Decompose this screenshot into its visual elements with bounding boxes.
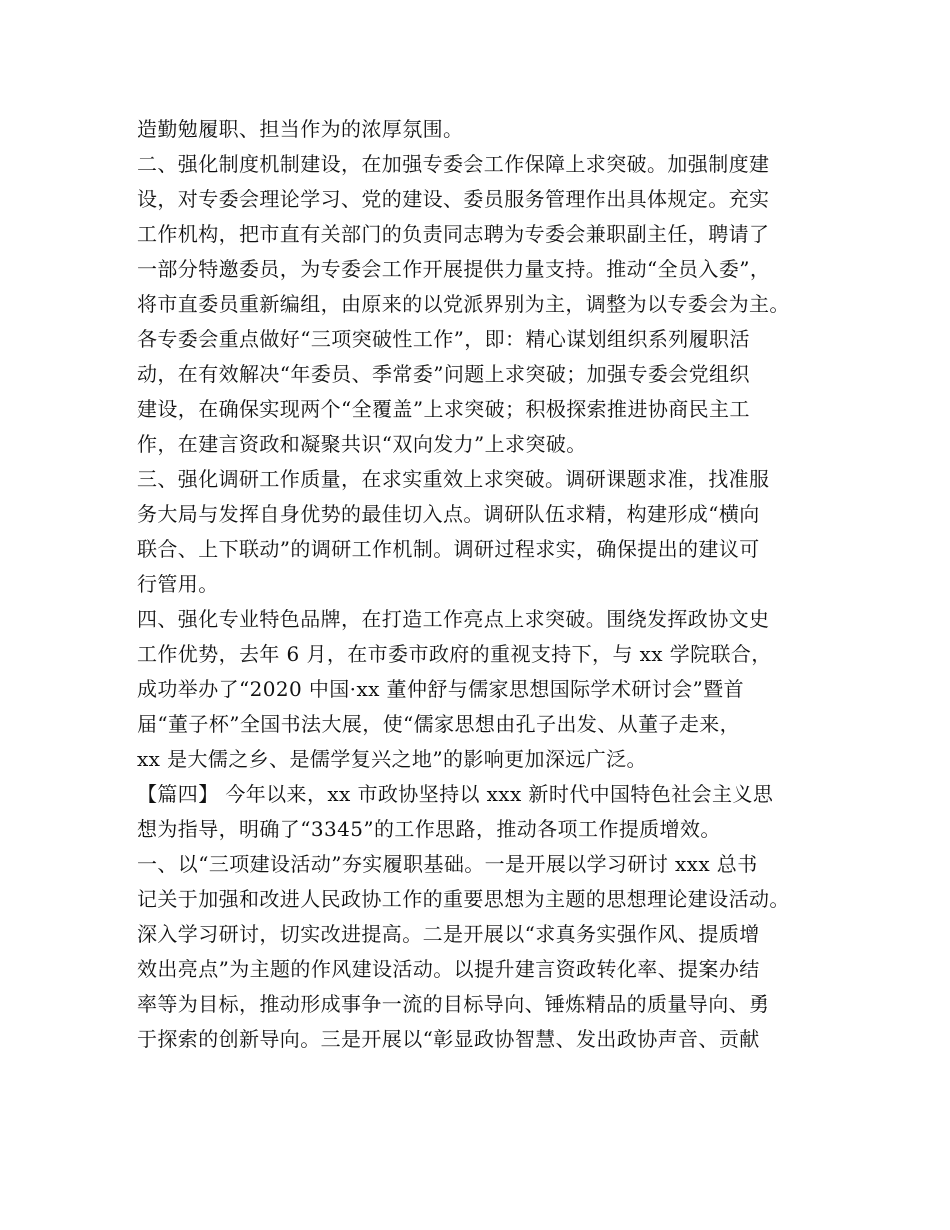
text-line: xx 是大儒之乡、是儒学复兴之地”的影响更加深远广泛。 [137,747,647,771]
text-line: 造勤勉履职、担当作为的浓厚氛围。 [137,117,464,141]
text-line: 届“董子杯”全国书法大展，使“儒家思想由孔子出发、从董子走来， [137,712,741,736]
text-line: 想为指导，明确了“3345”的工作思路，推动各项工作提质增效。 [137,817,721,841]
text-line: 率等为目标，推动形成事争一流的目标导向、锤炼精品的质量导向、勇 [137,992,770,1016]
text-line: 一、以“三项建设活动”夯实履职基础。一是开展以学习研讨 xxx 总书 [137,852,758,876]
text-line: 设，对专委会理论学习、党的建设、委员服务管理作出具体规定。充实 [137,187,770,211]
text-line: 一部分特邀委员，为专委会工作开展提供力量支持。推动“全员入委”， [137,257,771,281]
text-line: 四、强化专业特色品牌，在打造工作亮点上求突破。围绕发挥政协文史 [137,607,770,631]
text-line: 三、强化调研工作质量，在求实重效上求突破。调研课题求准，找准服 [137,467,770,491]
text-line: 效出亮点”为主题的作风建设活动。以提升建言资政转化率、提案办结 [137,957,760,981]
text-line: 成功举办了“2020 中国·xx 董仲舒与儒家思想国际学术研讨会”暨首 [137,677,744,701]
text-line: 动，在有效解决“年委员、季常委”问题上求突破；加强专委会党组织 [137,362,750,386]
text-line: 行管用。 [137,572,219,596]
text-line: 工作机构，把市直有关部门的负责同志聘为专委会兼职副主任，聘请了 [137,222,770,246]
text-line: 务大局与发挥自身优势的最佳切入点。调研队伍求精，构建形成“横向 [137,502,760,526]
text-line: 于探索的创新导向。三是开展以“彰显政协智慧、发出政协声音、贡献 [137,1027,760,1051]
text-line: 二、强化制度机制建设，在加强专委会工作保障上求突破。加强制度建 [137,152,770,176]
text-line: 建设，在确保实现两个“全覆盖”上求突破；积极探索推进协商民主工 [137,397,750,421]
text-line: 【篇四】 今年以来，xx 市政协坚持以 xxx 新时代中国特色社会主义思 [137,782,774,806]
text-line: 联合、上下联动”的调研工作机制。调研过程求实，确保提出的建议可 [137,537,760,561]
text-line: 深入学习研讨，切实改进提高。二是开展以“求真务实强作风、提质增 [137,922,760,946]
text-line: 各专委会重点做好“三项突破性工作”，即：精心谋划组织系列履职活 [137,327,750,351]
text-line: 记关于加强和改进人民政协工作的重要思想为主题的思想理论建设活动。 [137,887,790,911]
text-line: 工作优势，去年 6 月，在市委市政府的重视支持下，与 xx 学院联合， [137,642,772,666]
text-line: 将市直委员重新编组，由原来的以党派界别为主，调整为以专委会为主。 [137,292,790,316]
text-line: 作，在建言资政和凝聚共识“双向发力”上求突破。 [137,432,587,456]
